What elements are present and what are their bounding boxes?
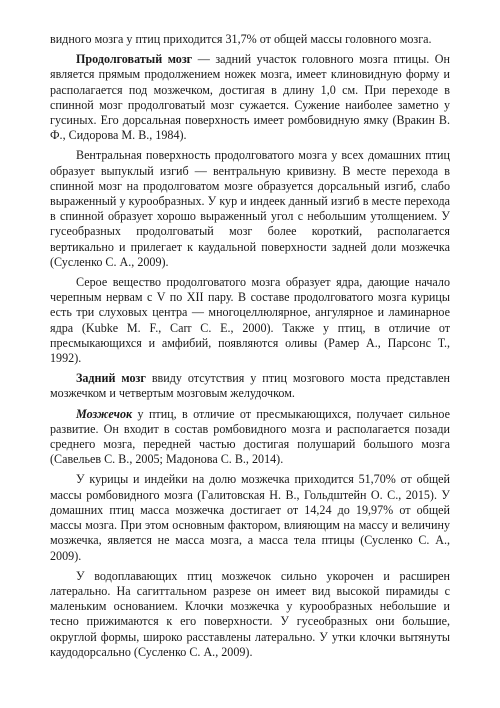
paragraph-medulla-definition: [50, 52, 450, 143]
paragraph-text: у птиц, в отличие от пресмыкающихся, получает сильное развитие. Он входит в состав ромбовидного мозга и располагается позади среднего мозга, передней частью достигая полушарий большого мозга (Савельев С. В., 2005; Мадонова С. В., 2014).: [50, 406, 450, 467]
paragraph-text: видного мозга у птиц приходится 31,7% от общей массы головного мозга.: [50, 32, 432, 46]
paragraph-text: У курицы и индейки на долю мозжечка приходится 51,70% от общей массы ромбовидного мозга (Галитовская Н. В., Гольдштейн О. С., 2015). У домашних птиц масса мозжечка достигает от 14,24 до 19,97% от общей массы мозга. При этом основным фактором, влияющим на массу и величину мозжечка, является не масса мозга, а масса тела птицы (Сусленко С. А., 2009).: [50, 472, 450, 563]
paragraph-hindbrain: [50, 371, 450, 401]
paragraph-cerebellum-waterfowl: [50, 569, 450, 660]
term-hindbrain: Задний мозг: [76, 371, 146, 386]
paragraph-continuation: [50, 32, 450, 47]
paragraph-medulla-ventral-surface: [50, 148, 450, 270]
paragraph-text: Серое вещество продолговатого мозга образует ядра, дающие начало черепным нервам с V по XII пару. В составе продолговатого мозга курицы есть три слуховых центра — многоцеллюлярное, ангулярное и ламинарное ядра (Kubke M. F., Carr C. E., 2000). Также у птиц, в отличие от пресмыкающихся и амфибий, появляются оливы (Рамер А., Парсонс Т., 1992).: [50, 275, 450, 366]
paragraph-text: — задний участок головного мозга птицы. Он является прямым продолжением ножек мозга, имеет клиновидную форму и располагается под мозжечком, достигая в длину 1,0 см. При переходе в спинной мозг продолговатый мозг сужается. Сужение наиболее заметно у гусиных. Его дорсальная поверхность имеет ромбовидную ямку (Вракин В. Ф., Сидорова М. В., 1984).: [50, 52, 450, 143]
paragraph-text: ввиду отсутствия у птиц мозгового моста представлен мозжечком и четвертым мозговым желудочком.: [50, 371, 451, 401]
term-medulla-oblongata: Продолговатый мозг: [76, 52, 193, 67]
paragraph-text: Вентральная поверхность продолговатого мозга у всех домашних птиц образует выпуклый изгиб — вентральную кривизну. В месте перехода в спинной мозг на продолговатом мозге образуется дорсальный изгиб, слабо выраженный у курообразных. У кур и индеек данный изгиб в месте перехода в спинной образует хорошо выраженный угол с небольшим утолщением. У гусеобразных продолговатый мозг более короткий, располагается вертикально и прилегает к каудальной поверхности задней доли мозжечка (Сусленко С. А., 2009).: [50, 148, 450, 269]
paragraph-text: У водоплавающих птиц мозжечок сильно укорочен и расширен латерально. На сагиттальном разрезе он имеет вид высокой пирамиды с маленьким основанием. Клочки мозжечка у курообразных небольшие и тесно прижимаются к его поверхности. У гусеобразных они большие, округлой формы, широко расставлены латерально. У утки клочки вытянуты каудодорсально (Сусленко С. А., 2009).: [50, 568, 450, 659]
paragraph-cerebellum-mass: [50, 472, 450, 563]
paragraph-medulla-gray-matter: [50, 275, 450, 366]
term-cerebellum: Мозжечок: [76, 406, 133, 421]
paragraph-cerebellum-definition: [50, 407, 450, 468]
